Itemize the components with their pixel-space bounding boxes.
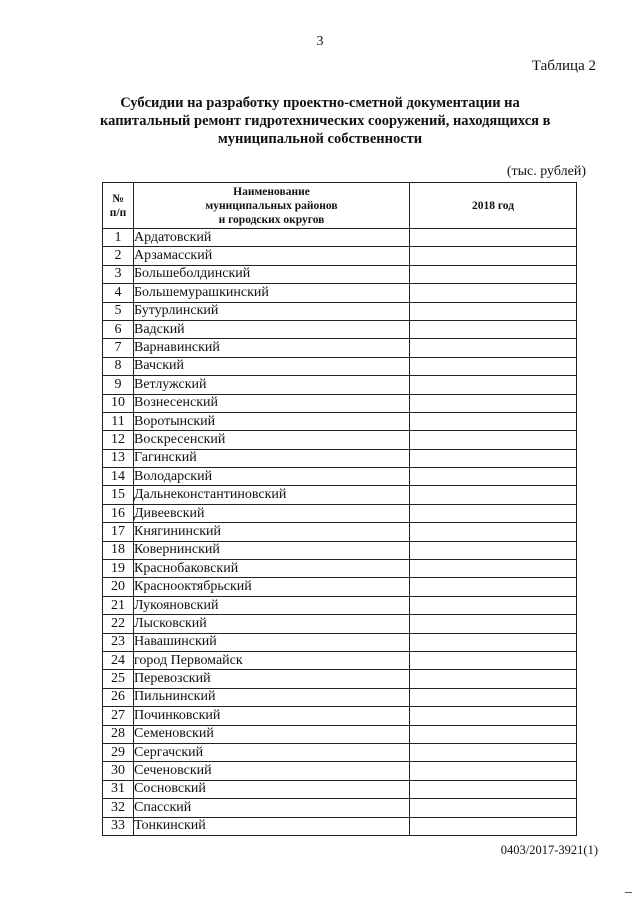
table-row bbox=[103, 743, 577, 761]
amount-2018 bbox=[410, 578, 577, 596]
table-row bbox=[103, 817, 577, 835]
row-number: 28 bbox=[103, 725, 134, 743]
table-row bbox=[103, 468, 577, 486]
row-number: 8 bbox=[103, 357, 134, 375]
header-text: 2018 год bbox=[471, 199, 515, 212]
table-row bbox=[103, 504, 577, 522]
row-number: 16 bbox=[103, 504, 134, 522]
district-name: Вачский bbox=[134, 357, 410, 375]
amount-2018 bbox=[410, 449, 577, 467]
row-number: 25 bbox=[103, 670, 134, 688]
row-number: 10 bbox=[103, 394, 134, 412]
subsidy-table bbox=[102, 182, 577, 836]
district-name: Лукояновский bbox=[134, 596, 410, 614]
header-text: № bbox=[112, 192, 124, 205]
units-label: (тыс. рублей) bbox=[506, 164, 586, 179]
document-title bbox=[100, 94, 551, 148]
table-row bbox=[103, 394, 577, 412]
district-name: Арзамасский bbox=[134, 247, 410, 265]
header-text: Наименование bbox=[233, 185, 310, 198]
district-name: город Первомайск bbox=[134, 651, 410, 669]
row-number: 22 bbox=[103, 615, 134, 633]
table-row bbox=[103, 541, 577, 559]
amount-2018 bbox=[410, 688, 577, 706]
district-name: Большемурашкинский bbox=[134, 284, 410, 302]
row-number: 11 bbox=[103, 412, 134, 430]
table-row bbox=[103, 265, 577, 283]
title-line: муниципальной собственности bbox=[217, 131, 423, 147]
district-name: Дивеевский bbox=[134, 504, 410, 522]
table-label: Таблица 2 bbox=[531, 58, 596, 74]
amount-2018 bbox=[410, 596, 577, 614]
table-row bbox=[103, 799, 577, 817]
header-text: муниципальных районов bbox=[205, 199, 338, 212]
row-number: 24 bbox=[103, 651, 134, 669]
amount-2018 bbox=[410, 743, 577, 761]
district-name: Спасский bbox=[134, 799, 410, 817]
table-row bbox=[103, 320, 577, 338]
row-number: 15 bbox=[103, 486, 134, 504]
row-number: 31 bbox=[103, 780, 134, 798]
row-number: 5 bbox=[103, 302, 134, 320]
amount-2018 bbox=[410, 431, 577, 449]
amount-2018 bbox=[410, 799, 577, 817]
table-row bbox=[103, 762, 577, 780]
row-number: 30 bbox=[103, 762, 134, 780]
amount-2018 bbox=[410, 412, 577, 430]
amount-2018 bbox=[410, 817, 577, 835]
column-header-year bbox=[410, 183, 577, 229]
row-number: 4 bbox=[103, 284, 134, 302]
amount-2018 bbox=[410, 320, 577, 338]
amount-2018 bbox=[410, 339, 577, 357]
column-header-name bbox=[134, 183, 410, 229]
amount-2018 bbox=[410, 247, 577, 265]
row-number: 3 bbox=[103, 265, 134, 283]
amount-2018 bbox=[410, 707, 577, 725]
table-row bbox=[103, 284, 577, 302]
table-row bbox=[103, 615, 577, 633]
row-number: 2 bbox=[103, 247, 134, 265]
table-row bbox=[103, 707, 577, 725]
district-name: Семеновский bbox=[134, 725, 410, 743]
header-text: и городских округов bbox=[218, 213, 325, 226]
table-row bbox=[103, 412, 577, 430]
row-number: 12 bbox=[103, 431, 134, 449]
amount-2018 bbox=[410, 670, 577, 688]
amount-2018 bbox=[410, 468, 577, 486]
district-name: Воскресенский bbox=[134, 431, 410, 449]
district-name: Дальнеконстантиновский bbox=[134, 486, 410, 504]
edge-mark bbox=[625, 892, 632, 893]
table-body bbox=[103, 229, 577, 836]
district-name: Княгининский bbox=[134, 523, 410, 541]
row-number: 9 bbox=[103, 376, 134, 394]
table-row bbox=[103, 339, 577, 357]
amount-2018 bbox=[410, 780, 577, 798]
district-name: Навашинский bbox=[134, 633, 410, 651]
table-row bbox=[103, 357, 577, 375]
table-row bbox=[103, 780, 577, 798]
row-number: 13 bbox=[103, 449, 134, 467]
amount-2018 bbox=[410, 541, 577, 559]
table-row bbox=[103, 486, 577, 504]
page-number: 3 bbox=[316, 34, 324, 49]
row-number: 7 bbox=[103, 339, 134, 357]
table-row bbox=[103, 523, 577, 541]
district-name: Вадский bbox=[134, 320, 410, 338]
document-code: 0403/2017-3921(1) bbox=[500, 843, 598, 857]
row-number: 20 bbox=[103, 578, 134, 596]
row-number: 26 bbox=[103, 688, 134, 706]
amount-2018 bbox=[410, 376, 577, 394]
table-row bbox=[103, 431, 577, 449]
row-number: 33 bbox=[103, 817, 134, 835]
table-header-row bbox=[103, 183, 577, 229]
row-number: 21 bbox=[103, 596, 134, 614]
amount-2018 bbox=[410, 633, 577, 651]
district-name: Сергачский bbox=[134, 743, 410, 761]
district-name: Перевозский bbox=[134, 670, 410, 688]
row-number: 6 bbox=[103, 320, 134, 338]
table-row bbox=[103, 302, 577, 320]
title-line: Субсидии на разработку проектно-сметной документации на bbox=[120, 95, 520, 111]
district-name: Сосновский bbox=[134, 780, 410, 798]
row-number: 17 bbox=[103, 523, 134, 541]
district-name: Большеболдинский bbox=[134, 265, 410, 283]
amount-2018 bbox=[410, 504, 577, 522]
row-number: 18 bbox=[103, 541, 134, 559]
table-row bbox=[103, 725, 577, 743]
district-name: Ветлужский bbox=[134, 376, 410, 394]
title-line: капитальный ремонт гидротехнических сооружений, находящихся в bbox=[100, 113, 551, 129]
district-name: Лысковский bbox=[134, 615, 410, 633]
amount-2018 bbox=[410, 615, 577, 633]
row-number: 32 bbox=[103, 799, 134, 817]
district-name: Починковский bbox=[134, 707, 410, 725]
amount-2018 bbox=[410, 486, 577, 504]
district-name: Вознесенский bbox=[134, 394, 410, 412]
district-name: Воротынский bbox=[134, 412, 410, 430]
row-number: 23 bbox=[103, 633, 134, 651]
district-name: Краснооктябрьский bbox=[134, 578, 410, 596]
table-row bbox=[103, 229, 577, 247]
district-name: Бутурлинский bbox=[134, 302, 410, 320]
amount-2018 bbox=[410, 302, 577, 320]
amount-2018 bbox=[410, 229, 577, 247]
table-row bbox=[103, 651, 577, 669]
amount-2018 bbox=[410, 762, 577, 780]
column-header-number bbox=[103, 183, 134, 229]
district-name: Гагинский bbox=[134, 449, 410, 467]
table-row bbox=[103, 449, 577, 467]
row-number: 27 bbox=[103, 707, 134, 725]
table-row bbox=[103, 376, 577, 394]
table-row bbox=[103, 560, 577, 578]
amount-2018 bbox=[410, 265, 577, 283]
row-number: 1 bbox=[103, 229, 134, 247]
row-number: 14 bbox=[103, 468, 134, 486]
row-number: 19 bbox=[103, 560, 134, 578]
amount-2018 bbox=[410, 560, 577, 578]
district-name: Краснобаковский bbox=[134, 560, 410, 578]
amount-2018 bbox=[410, 523, 577, 541]
row-number: 29 bbox=[103, 743, 134, 761]
table-row bbox=[103, 596, 577, 614]
district-name: Тонкинский bbox=[134, 817, 410, 835]
amount-2018 bbox=[410, 651, 577, 669]
table-row bbox=[103, 633, 577, 651]
amount-2018 bbox=[410, 284, 577, 302]
table-row bbox=[103, 688, 577, 706]
district-name: Ковернинский bbox=[134, 541, 410, 559]
district-name: Сеченовский bbox=[134, 762, 410, 780]
table-row bbox=[103, 670, 577, 688]
header-text: п/п bbox=[109, 206, 127, 219]
district-name: Пильнинский bbox=[134, 688, 410, 706]
amount-2018 bbox=[410, 357, 577, 375]
amount-2018 bbox=[410, 394, 577, 412]
table-row bbox=[103, 578, 577, 596]
table-row bbox=[103, 247, 577, 265]
amount-2018 bbox=[410, 725, 577, 743]
district-name: Варнавинский bbox=[134, 339, 410, 357]
district-name: Ардатовский bbox=[134, 229, 410, 247]
district-name: Володарский bbox=[134, 468, 410, 486]
